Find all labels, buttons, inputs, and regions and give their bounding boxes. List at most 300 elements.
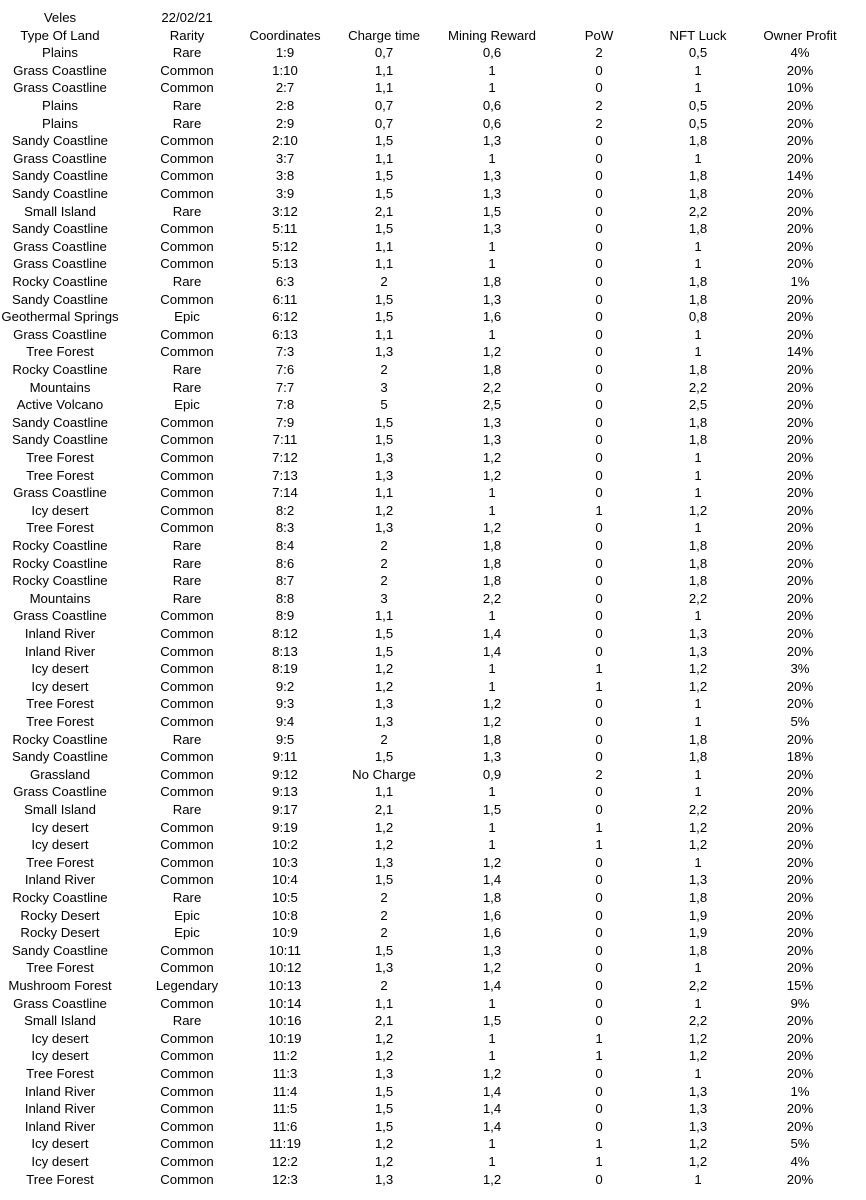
- cell-coordinates: 11:19: [268, 1136, 302, 1152]
- cell-pow: 0: [595, 696, 603, 712]
- table-row: [0, 660, 866, 678]
- cell-owner-profit: 20%: [786, 802, 814, 817]
- cell-nft-luck: 1,8: [688, 221, 708, 237]
- cell-pow: 0: [595, 309, 603, 325]
- cell-mining-reward: 1,4: [482, 872, 502, 888]
- table-row: [0, 907, 866, 925]
- cell-rarity: Common: [160, 1101, 214, 1117]
- cell-type-of-land: Small Island: [24, 802, 96, 817]
- cell-nft-luck: 1: [694, 520, 702, 536]
- cell-mining-reward: 2,5: [482, 397, 502, 413]
- cell-type-of-land: Sandy Coastline: [11, 432, 109, 448]
- header-pow: PoW: [584, 27, 614, 43]
- cell-nft-luck: 1: [694, 854, 702, 870]
- cell-nft-luck: 1,8: [688, 749, 708, 765]
- table-row: [0, 1083, 866, 1101]
- cell-mining-reward: 0,6: [482, 45, 502, 61]
- cell-charge-time: 1,5: [374, 133, 394, 149]
- cell-pow: 0: [595, 203, 603, 219]
- cell-mining-reward: 1,2: [482, 1066, 502, 1081]
- cell-owner-profit: 20%: [786, 450, 814, 465]
- cell-charge-time: 1,1: [374, 326, 394, 342]
- cell-nft-luck: 2,2: [688, 1013, 708, 1029]
- cell-owner-profit: 15%: [786, 978, 814, 993]
- table-row: [0, 519, 866, 537]
- table-row: [0, 1047, 866, 1065]
- cell-nft-luck: 1: [694, 62, 702, 78]
- header-type-of-land: Type Of Land: [20, 27, 100, 43]
- cell-rarity: Common: [160, 661, 214, 677]
- cell-rarity: Rare: [172, 890, 202, 905]
- cell-pow: 1: [595, 661, 603, 677]
- cell-pow: 0: [595, 995, 603, 1011]
- cell-owner-profit: 20%: [786, 837, 814, 853]
- table-row: [0, 977, 866, 995]
- table-row: [0, 995, 866, 1013]
- cell-pow: 0: [595, 168, 603, 184]
- cell-type-of-land: Grass Coastline: [13, 485, 107, 501]
- cell-rarity: Common: [160, 1171, 214, 1187]
- cell-rarity: Common: [160, 502, 214, 518]
- cell-rarity: Common: [160, 1030, 214, 1046]
- cell-mining-reward: 1,4: [482, 1101, 502, 1117]
- cell-owner-profit: 20%: [786, 784, 814, 800]
- cell-rarity: Common: [160, 80, 214, 96]
- cell-rarity: Common: [160, 643, 214, 659]
- cell-charge-time: 1,1: [374, 150, 394, 166]
- table-row: [0, 326, 866, 344]
- cell-pow: 0: [595, 62, 603, 78]
- cell-type-of-land: Rocky Coastline: [12, 731, 108, 747]
- table-row: [0, 731, 866, 749]
- cell-owner-profit: 20%: [786, 203, 814, 219]
- cell-type-of-land: Rocky Coastline: [12, 555, 108, 571]
- cell-nft-luck: 0,5: [688, 115, 708, 131]
- cell-mining-reward: 1: [488, 1154, 496, 1169]
- cell-rarity: Rare: [172, 555, 202, 571]
- cell-owner-profit: 20%: [786, 1101, 814, 1117]
- cell-nft-luck: 1,2: [688, 1030, 708, 1046]
- cell-type-of-land: Tree Forest: [26, 450, 94, 465]
- cell-type-of-land: Sandy Coastline: [11, 942, 109, 958]
- cell-rarity: Legendary: [155, 978, 219, 993]
- cell-nft-luck: 1: [694, 995, 702, 1011]
- cell-type-of-land: Geothermal Springs: [1, 309, 119, 325]
- cell-rarity: Common: [160, 256, 214, 272]
- cell-pow: 1: [595, 837, 603, 853]
- cell-owner-profit: 20%: [786, 62, 814, 78]
- cell-nft-luck: 1,3: [688, 626, 708, 641]
- cell-type-of-land: Inland River: [24, 626, 96, 641]
- cell-pow: 0: [595, 626, 603, 641]
- cell-owner-profit: 20%: [786, 925, 814, 941]
- cell-owner-profit: 20%: [786, 379, 814, 395]
- cell-charge-time: 1,3: [374, 467, 394, 483]
- cell-coordinates: 10:5: [272, 890, 298, 905]
- cell-nft-luck: 1,8: [688, 186, 708, 201]
- cell-owner-profit: 20%: [786, 432, 814, 448]
- cell-pow: 0: [595, 379, 603, 395]
- cell-nft-luck: 1,2: [688, 1136, 708, 1152]
- cell-coordinates: 10:13: [268, 978, 302, 993]
- cell-pow: 2: [595, 98, 603, 113]
- table-row: [0, 467, 866, 485]
- cell-rarity: Rare: [172, 203, 202, 219]
- cell-owner-profit: 20%: [786, 626, 814, 641]
- cell-coordinates: 10:12: [268, 960, 302, 976]
- table-row: [0, 115, 866, 133]
- cell-charge-time: 2: [380, 907, 388, 923]
- cell-nft-luck: 1,2: [688, 502, 708, 518]
- cell-owner-profit: 20%: [786, 467, 814, 483]
- cell-pow: 0: [595, 344, 603, 360]
- cell-type-of-land: Sandy Coastline: [11, 291, 109, 307]
- cell-pow: 0: [595, 291, 603, 307]
- cell-mining-reward: 1: [488, 502, 496, 518]
- cell-owner-profit: 20%: [786, 942, 814, 958]
- cell-nft-luck: 1,2: [688, 819, 708, 835]
- cell-pow: 0: [595, 485, 603, 501]
- cell-owner-profit: 20%: [786, 960, 814, 976]
- cell-rarity: Rare: [172, 731, 202, 747]
- cell-pow: 1: [595, 819, 603, 835]
- cell-mining-reward: 1,3: [482, 942, 502, 958]
- cell-pow: 1: [595, 678, 603, 694]
- cell-type-of-land: Rocky Coastline: [12, 362, 108, 377]
- table-row: [0, 836, 866, 854]
- cell-coordinates: 7:14: [272, 485, 298, 501]
- cell-mining-reward: 1: [488, 784, 496, 800]
- cell-owner-profit: 20%: [786, 256, 814, 272]
- table-row: [0, 361, 866, 379]
- cell-pow: 0: [595, 731, 603, 747]
- cell-owner-profit: 20%: [786, 907, 814, 923]
- table-row: [0, 572, 866, 590]
- cell-coordinates: 6:3: [275, 274, 295, 289]
- cell-nft-luck: 1,3: [688, 1083, 708, 1099]
- table-row: [0, 220, 866, 238]
- cell-owner-profit: 20%: [786, 890, 814, 905]
- meta-row: [0, 9, 866, 27]
- cell-coordinates: 9:4: [275, 714, 295, 729]
- header-charge-time: Charge time: [348, 27, 420, 43]
- cell-mining-reward: 1,6: [482, 925, 502, 941]
- cell-nft-luck: 1,8: [688, 573, 708, 589]
- cell-rarity: Rare: [172, 274, 202, 289]
- cell-mining-reward: 1,3: [482, 221, 502, 237]
- cell-owner-profit: 20%: [786, 150, 814, 166]
- cell-coordinates: 5:12: [272, 238, 298, 254]
- cell-nft-luck: 1,8: [688, 942, 708, 958]
- cell-coordinates: 6:13: [272, 326, 298, 342]
- table-row: [0, 79, 866, 97]
- table-row: [0, 150, 866, 168]
- table-row: [0, 819, 866, 837]
- cell-pow: 0: [595, 450, 603, 465]
- cell-charge-time: 1,3: [374, 450, 394, 465]
- cell-coordinates: 9:3: [275, 696, 295, 712]
- cell-type-of-land: Rocky Desert: [20, 907, 100, 923]
- cell-mining-reward: 0,6: [482, 115, 502, 131]
- cell-pow: 0: [595, 784, 603, 800]
- table-row: [0, 484, 866, 502]
- cell-charge-time: 1,5: [374, 643, 394, 659]
- table-row: [0, 625, 866, 643]
- cell-mining-reward: 1,3: [482, 291, 502, 307]
- cell-pow: 2: [595, 115, 603, 131]
- cell-type-of-land: Icy desert: [31, 678, 89, 694]
- cell-type-of-land: Rocky Coastline: [12, 274, 108, 289]
- cell-nft-luck: 1,8: [688, 414, 708, 430]
- cell-nft-luck: 1,8: [688, 168, 708, 184]
- cell-coordinates: 8:7: [275, 573, 295, 589]
- cell-owner-profit: 20%: [786, 1171, 814, 1187]
- cell-owner-profit: 20%: [786, 115, 814, 131]
- cell-coordinates: 8:9: [275, 608, 295, 624]
- cell-mining-reward: 1,2: [482, 450, 502, 465]
- cell-coordinates: 9:2: [275, 678, 295, 694]
- cell-type-of-land: Icy desert: [31, 661, 89, 677]
- cell-pow: 0: [595, 573, 603, 589]
- cell-nft-luck: 1,8: [688, 274, 708, 289]
- cell-mining-reward: 1,5: [482, 203, 502, 219]
- cell-mining-reward: 1: [488, 1030, 496, 1046]
- cell-pow: 0: [595, 467, 603, 483]
- cell-owner-profit: 20%: [786, 696, 814, 712]
- cell-rarity: Common: [160, 766, 214, 782]
- cell-coordinates: 9:12: [272, 766, 298, 782]
- cell-type-of-land: Rocky Coastline: [12, 538, 108, 553]
- cell-charge-time: 1,5: [374, 414, 394, 430]
- cell-pow: 0: [595, 1013, 603, 1029]
- cell-owner-profit: 20%: [786, 221, 814, 237]
- cell-type-of-land: Mushroom Forest: [8, 978, 112, 993]
- cell-pow: 0: [595, 749, 603, 765]
- cell-rarity: Rare: [172, 115, 202, 131]
- cell-owner-profit: 9%: [790, 995, 810, 1011]
- cell-pow: 0: [595, 326, 603, 342]
- cell-charge-time: 1,3: [374, 960, 394, 976]
- cell-pow: 0: [595, 221, 603, 237]
- cell-type-of-land: Sandy Coastline: [11, 414, 109, 430]
- cell-pow: 0: [595, 133, 603, 149]
- cell-rarity: Common: [160, 62, 214, 78]
- cell-charge-time: 0,7: [374, 98, 394, 113]
- cell-rarity: Rare: [172, 362, 202, 377]
- cell-coordinates: 7:6: [275, 362, 295, 377]
- cell-pow: 0: [595, 1171, 603, 1187]
- table-row: [0, 1153, 866, 1171]
- cell-type-of-land: Tree Forest: [26, 344, 94, 360]
- cell-mining-reward: 1: [488, 1048, 496, 1064]
- cell-coordinates: 8:3: [275, 520, 295, 536]
- cell-type-of-land: Icy desert: [31, 1048, 89, 1064]
- cell-owner-profit: 20%: [786, 502, 814, 518]
- cell-charge-time: 1,1: [374, 238, 394, 254]
- cell-owner-profit: 20%: [786, 362, 814, 377]
- cell-rarity: Rare: [172, 1013, 202, 1029]
- cell-mining-reward: 1,4: [482, 1083, 502, 1099]
- cell-charge-time: 1,5: [374, 942, 394, 958]
- cell-pow: 1: [595, 1154, 603, 1169]
- cell-pow: 0: [595, 872, 603, 888]
- cell-mining-reward: 0,9: [482, 766, 502, 782]
- table-row: [0, 695, 866, 713]
- cell-type-of-land: Icy desert: [31, 1136, 89, 1152]
- cell-coordinates: 2:9: [275, 115, 295, 131]
- cell-rarity: Epic: [174, 309, 200, 325]
- cell-owner-profit: 10%: [786, 80, 814, 96]
- cell-nft-luck: 1: [694, 344, 702, 360]
- cell-mining-reward: 1,6: [482, 907, 502, 923]
- cell-rarity: Common: [160, 221, 214, 237]
- cell-mining-reward: 1,6: [482, 309, 502, 325]
- cell-charge-time: 1,5: [374, 291, 394, 307]
- cell-type-of-land: Plains: [42, 115, 78, 131]
- cell-type-of-land: Tree Forest: [26, 960, 94, 976]
- cell-rarity: Common: [160, 186, 214, 201]
- cell-coordinates: 7:11: [272, 432, 298, 448]
- cell-nft-luck: 1: [694, 80, 702, 96]
- cell-mining-reward: 0,6: [482, 98, 502, 113]
- cell-type-of-land: Icy desert: [31, 502, 89, 518]
- cell-charge-time: 1,2: [374, 1030, 394, 1046]
- cell-owner-profit: 20%: [786, 291, 814, 307]
- cell-coordinates: 1:10: [272, 62, 298, 78]
- table-row: [0, 889, 866, 907]
- cell-mining-reward: 1,8: [482, 555, 502, 571]
- cell-mining-reward: 1,2: [482, 467, 502, 483]
- cell-nft-luck: 1,8: [688, 291, 708, 307]
- cell-owner-profit: 14%: [786, 168, 814, 184]
- cell-nft-luck: 1: [694, 450, 702, 465]
- cell-mining-reward: 1,3: [482, 432, 502, 448]
- cell-nft-luck: 2,2: [688, 203, 708, 219]
- table-row: [0, 502, 866, 520]
- cell-type-of-land: Grass Coastline: [13, 784, 107, 800]
- cell-type-of-land: Inland River: [24, 1118, 96, 1134]
- cell-owner-profit: 20%: [786, 326, 814, 342]
- cell-charge-time: 1,5: [374, 1118, 394, 1134]
- cell-rarity: Common: [160, 749, 214, 765]
- cell-rarity: Common: [160, 414, 214, 430]
- table-row: [0, 959, 866, 977]
- table-row: [0, 1100, 866, 1118]
- cell-coordinates: 8:12: [272, 626, 298, 641]
- cell-charge-time: 3: [380, 379, 388, 395]
- table-row: [0, 801, 866, 819]
- cell-owner-profit: 20%: [786, 1013, 814, 1029]
- cell-charge-time: 2: [380, 925, 388, 941]
- table-row: [0, 1030, 866, 1048]
- cell-pow: 0: [595, 432, 603, 448]
- cell-owner-profit: 5%: [790, 714, 810, 729]
- cell-coordinates: 9:13: [272, 784, 298, 800]
- cell-mining-reward: 1,8: [482, 731, 502, 747]
- cell-rarity: Common: [160, 1048, 214, 1064]
- table-row: [0, 854, 866, 872]
- cell-type-of-land: Rocky Coastline: [12, 890, 108, 905]
- cell-rarity: Common: [160, 326, 214, 342]
- cell-rarity: Rare: [172, 98, 202, 113]
- cell-rarity: Rare: [172, 45, 202, 61]
- cell-mining-reward: 1: [488, 819, 496, 835]
- cell-rarity: Common: [160, 1154, 214, 1169]
- cell-mining-reward: 1: [488, 837, 496, 853]
- cell-mining-reward: 1,2: [482, 696, 502, 712]
- cell-rarity: Rare: [172, 538, 202, 553]
- table-row: [0, 185, 866, 203]
- cell-type-of-land: Inland River: [24, 1083, 96, 1099]
- cell-type-of-land: Plains: [42, 98, 78, 113]
- cell-nft-luck: 1,8: [688, 432, 708, 448]
- cell-charge-time: 1,2: [374, 661, 394, 677]
- cell-owner-profit: 20%: [786, 538, 814, 553]
- cell-coordinates: 10:8: [272, 907, 298, 923]
- cell-charge-time: 5: [380, 397, 388, 413]
- cell-charge-time: 1,3: [374, 714, 394, 729]
- cell-nft-luck: 1,3: [688, 1101, 708, 1117]
- table-row: [0, 678, 866, 696]
- cell-rarity: Common: [160, 626, 214, 641]
- cell-charge-time: 1,5: [374, 626, 394, 641]
- cell-rarity: Common: [160, 1118, 214, 1134]
- cell-rarity: Common: [160, 608, 214, 624]
- cell-mining-reward: 2,2: [482, 590, 502, 606]
- cell-mining-reward: 1: [488, 995, 496, 1011]
- cell-nft-luck: 1: [694, 256, 702, 272]
- cell-mining-reward: 1,4: [482, 978, 502, 993]
- cell-owner-profit: 5%: [790, 1136, 810, 1152]
- cell-type-of-land: Tree Forest: [26, 1066, 94, 1081]
- cell-mining-reward: 1,5: [482, 802, 502, 817]
- cell-charge-time: 1,5: [374, 1083, 394, 1099]
- header-mining-reward: Mining Reward: [448, 27, 536, 43]
- cell-rarity: Common: [160, 291, 214, 307]
- cell-type-of-land: Icy desert: [31, 837, 89, 853]
- table-row: [0, 203, 866, 221]
- cell-coordinates: 10:4: [272, 872, 298, 888]
- cell-nft-luck: 2,2: [688, 379, 708, 395]
- cell-charge-time: 1,1: [374, 784, 394, 800]
- cell-rarity: Common: [160, 450, 214, 465]
- header-nft-luck: NFT Luck: [669, 27, 727, 43]
- cell-mining-reward: 1: [488, 80, 496, 96]
- cell-pow: 0: [595, 854, 603, 870]
- cell-type-of-land: Mountains: [29, 379, 91, 395]
- cell-coordinates: 9:5: [275, 731, 295, 747]
- cell-nft-luck: 1: [694, 1171, 702, 1187]
- cell-type-of-land: Active Volcano: [16, 397, 104, 413]
- cell-charge-time: 1,2: [374, 837, 394, 853]
- cell-mining-reward: 1,4: [482, 1118, 502, 1134]
- cell-charge-time: 1,1: [374, 995, 394, 1011]
- cell-type-of-land: Sandy Coastline: [11, 186, 109, 201]
- cell-type-of-land: Inland River: [24, 872, 96, 888]
- cell-mining-reward: 1,2: [482, 1171, 502, 1187]
- cell-rarity: Rare: [172, 802, 202, 817]
- cell-mining-reward: 1,3: [482, 749, 502, 765]
- sheet-name: Veles: [43, 10, 77, 25]
- cell-charge-time: 2: [380, 362, 388, 377]
- cell-charge-time: 1,5: [374, 309, 394, 325]
- cell-pow: 0: [595, 80, 603, 96]
- cell-type-of-land: Tree Forest: [26, 854, 94, 870]
- cell-rarity: Epic: [174, 397, 200, 413]
- cell-charge-time: 1,5: [374, 872, 394, 888]
- cell-charge-time: 1,2: [374, 1136, 394, 1152]
- cell-mining-reward: 1: [488, 326, 496, 342]
